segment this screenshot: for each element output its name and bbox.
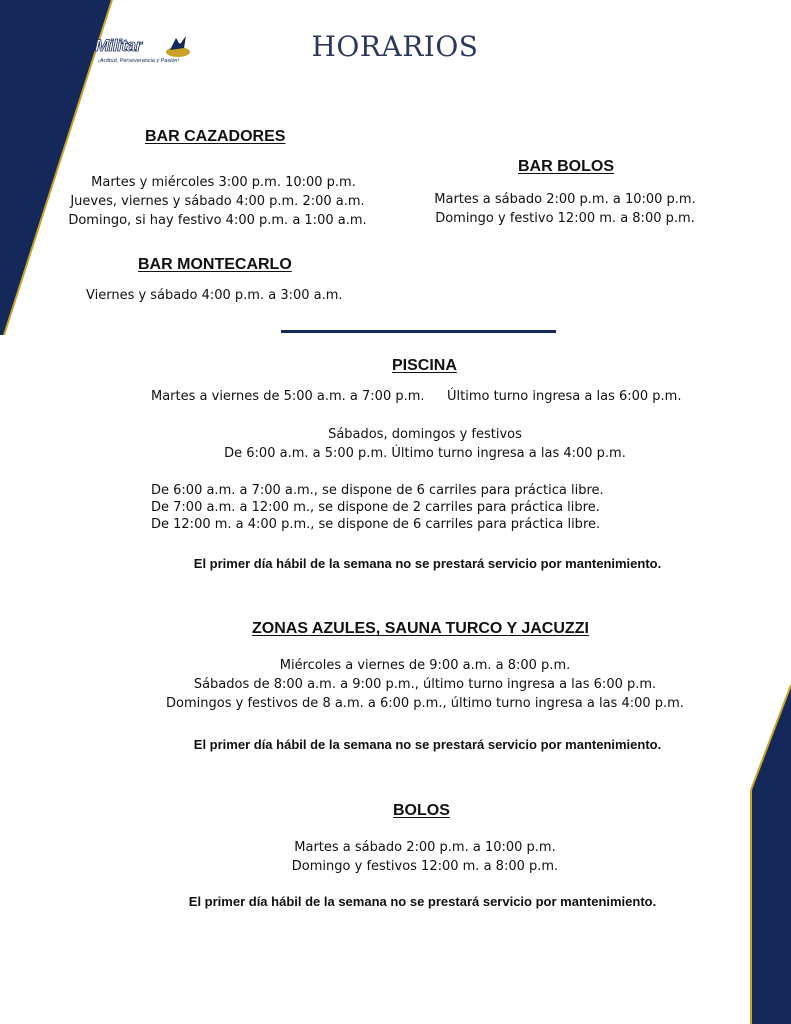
piscina-weekday-last-turn: Último turno ingresa a las 6:00 p.m. bbox=[447, 389, 682, 404]
bar-bolos-heading: BAR BOLOS bbox=[518, 158, 614, 175]
piscina-lane-line: De 12:00 m. a 4:00 p.m., se dispone de 6 carriles para práctica libre. bbox=[151, 517, 601, 532]
zonas-azules-line: Miércoles a viernes de 9:00 a.m. a 8:00 p.m. bbox=[279, 658, 571, 673]
piscina-maintenance-note: El primer día hábil de la semana no se prestará servicio por mantenimiento. bbox=[193, 556, 662, 571]
bar-bolos-line: Domingo y festivo 12:00 m. a 8:00 p.m. bbox=[435, 211, 695, 226]
section-divider bbox=[281, 330, 556, 333]
bolos-hours bbox=[290, 838, 560, 876]
bar-cazadores-line: Jueves, viernes y sábado 4:00 p.m. 2:00 a.m. bbox=[70, 194, 365, 209]
piscina-weekend-title: Sábados, domingos y festivos bbox=[328, 427, 522, 442]
bar-bolos-hours bbox=[415, 190, 715, 228]
bolos-line: Martes a sábado 2:00 p.m. a 10:00 p.m. bbox=[294, 840, 556, 855]
piscina-weekend bbox=[180, 425, 670, 463]
bar-montecarlo-heading: BAR MONTECARLO bbox=[138, 256, 292, 273]
bolos-line: Domingo y festivos 12:00 m. a 8:00 p.m. bbox=[291, 859, 559, 874]
bar-cazadores-heading: BAR CAZADORES bbox=[145, 128, 286, 145]
logo-slogan: ¡Actitud, Perseverancia y Pasión! bbox=[98, 58, 180, 64]
bolos-maintenance-note: El primer día hábil de la semana no se prestará servicio por mantenimiento. bbox=[188, 894, 657, 909]
eagle-emblem-icon bbox=[160, 34, 192, 60]
logo-militar-text: Militar bbox=[95, 36, 142, 55]
zonas-azules-line: Domingos y festivos de 8 a.m. a 6:00 p.m., último turno ingresa a las 4:00 p.m. bbox=[166, 696, 684, 711]
piscina-lane-line: De 7:00 a.m. a 12:00 m., se dispone de 2 carriles para práctica libre. bbox=[151, 500, 600, 515]
piscina-weekday-hours: Martes a viernes de 5:00 a.m. a 7:00 p.m. bbox=[151, 389, 425, 404]
zonas-azules-hours bbox=[140, 656, 710, 713]
piscina-lanes bbox=[151, 482, 604, 533]
bar-cazadores-line: Domingo, si hay festivo 4:00 p.m. a 1:00 a.m. bbox=[68, 213, 367, 228]
piscina-heading: PISCINA bbox=[392, 357, 457, 374]
zonas-azules-line: Sábados de 8:00 a.m. a 9:00 p.m., último turno ingresa a las 6:00 p.m. bbox=[193, 677, 657, 692]
club-militar-logo bbox=[52, 34, 192, 70]
bar-montecarlo-line: Viernes y sábado 4:00 p.m. a 3:00 a.m. bbox=[86, 288, 343, 303]
zonas-azules-heading: ZONAS AZULES, SAUNA TURCO Y JACUZZI bbox=[252, 620, 589, 637]
bar-bolos-line: Martes a sábado 2:00 p.m. a 10:00 p.m. bbox=[434, 192, 696, 207]
logo-club-text: Club bbox=[52, 36, 88, 55]
bolos-heading: BOLOS bbox=[393, 802, 450, 819]
page-title: HORARIOS bbox=[311, 30, 479, 63]
piscina-lane-line: De 6:00 a.m. a 7:00 a.m., se dispone de 6 carriles para práctica libre. bbox=[151, 483, 604, 498]
bar-cazadores-hours bbox=[60, 173, 375, 230]
zonas-azules-maintenance-note: El primer día hábil de la semana no se prestará servicio por mantenimiento. bbox=[193, 737, 662, 752]
bar-cazadores-line: Martes y miércoles 3:00 p.m. 10:00 p.m. bbox=[91, 175, 356, 190]
piscina-weekend-hours: De 6:00 a.m. a 5:00 p.m. Último turno ingresa a las 4:00 p.m. bbox=[224, 446, 626, 461]
